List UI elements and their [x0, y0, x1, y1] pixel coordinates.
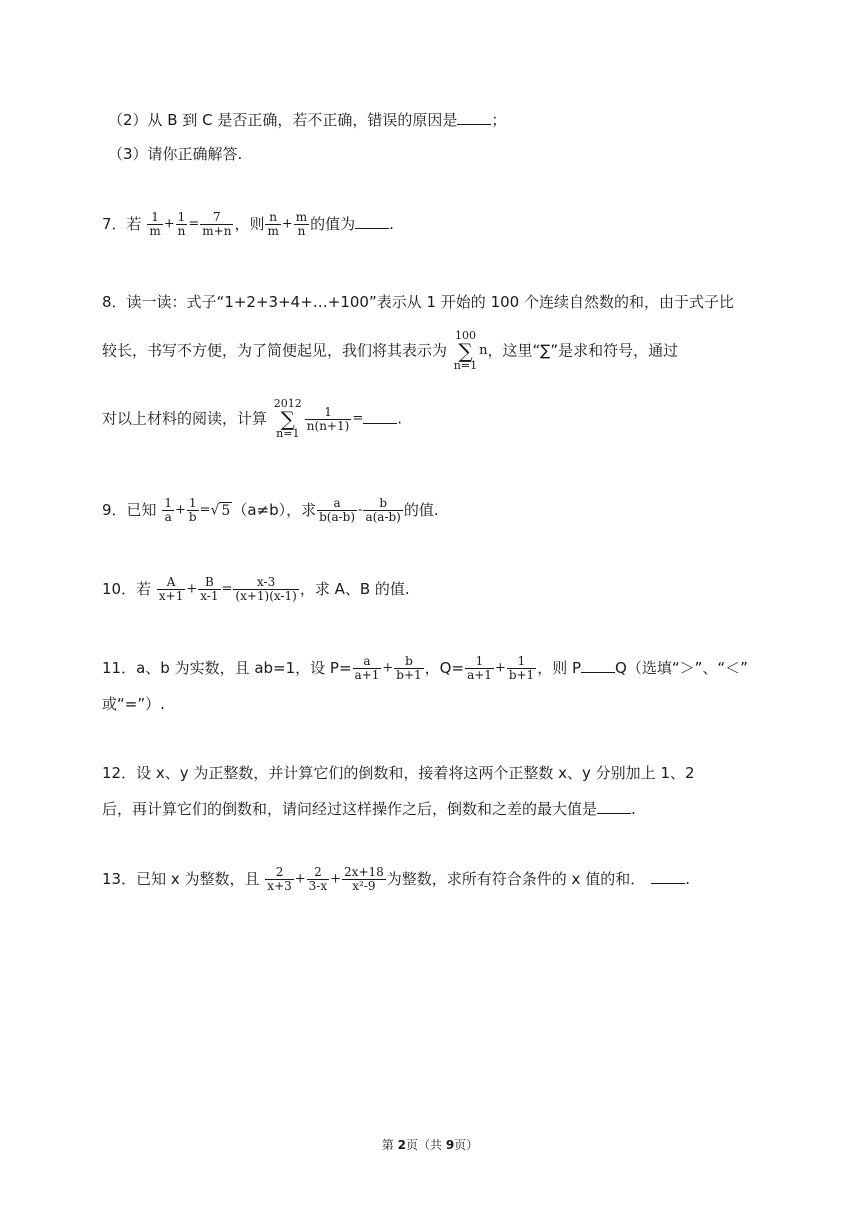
- math-token: 2x+18: [344, 865, 384, 879]
- fraction: [507, 655, 536, 682]
- math-token: 8．读一读：式子“1+2+3+4+…+100”表示从 1 开始的 100 个连续自然数的和，由于式子比: [102, 293, 734, 311]
- math-token: ，则 P: [537, 659, 582, 677]
- math-token: n: [297, 224, 306, 238]
- math-token: 2: [307, 866, 329, 880]
- math-token: (x+1)(x-1): [235, 589, 297, 603]
- answer-blank: [597, 813, 631, 814]
- math-token: +: [281, 216, 293, 232]
- math-token: 页）: [454, 1138, 479, 1152]
- fraction: [342, 866, 386, 893]
- math-token: n: [177, 224, 186, 238]
- answer-blank: [355, 228, 389, 229]
- math-token: n=1: [276, 427, 300, 440]
- math-token: m: [267, 224, 279, 238]
- math-token: -: [358, 502, 363, 518]
- math-token: +: [330, 871, 342, 887]
- fraction: [265, 211, 280, 238]
- question-9: [102, 497, 439, 524]
- fraction: [233, 576, 298, 603]
- math-token: 或“=”）.: [102, 695, 165, 713]
- math-token: 1: [305, 406, 352, 420]
- math-token: 2012: [273, 397, 302, 410]
- fraction: [176, 211, 188, 238]
- math-token: m: [149, 224, 161, 238]
- math-token: +: [294, 871, 306, 887]
- page-total: 9: [445, 1138, 455, 1152]
- math-token: x+3: [267, 879, 292, 893]
- question-12-line1: [102, 761, 695, 785]
- answer-blank: [457, 124, 491, 125]
- math-token: ，这里“∑”是求和符号，通过: [487, 341, 679, 360]
- math-token: 9．已知: [102, 501, 157, 519]
- math-token: ∑: [280, 407, 295, 431]
- math-token: 1: [465, 655, 494, 669]
- fraction: [394, 655, 423, 682]
- math-token: B: [198, 576, 220, 590]
- math-token: .: [685, 870, 690, 888]
- math-token: 1: [147, 211, 162, 225]
- math-token: =: [221, 581, 233, 597]
- math-token: .: [631, 800, 636, 818]
- math-token: a+1: [467, 668, 492, 682]
- math-token: +: [163, 216, 175, 232]
- question-8-line3: [102, 398, 402, 440]
- math-token: a: [164, 510, 172, 524]
- fraction: [162, 497, 174, 524]
- question-8-line1: [102, 290, 734, 314]
- math-token: a(a-b): [365, 510, 401, 524]
- math-token: a+1: [354, 668, 380, 682]
- math-token: A: [157, 576, 185, 590]
- math-token: 100: [454, 329, 476, 342]
- math-token: Q（选填“＞”、“＜”: [615, 659, 748, 677]
- fraction: [294, 211, 309, 238]
- math-token: 13．已知 x 为整数，且: [102, 870, 260, 888]
- math-token: =: [352, 411, 364, 426]
- question-12-line2: [102, 797, 636, 821]
- math-token: 后，再计算它们的倒数和，请问经过这样操作之后，倒数和之差的最大值是: [102, 800, 598, 818]
- math-token: 1: [164, 496, 172, 510]
- math-token: =: [188, 216, 200, 232]
- math-token: =: [199, 502, 211, 518]
- math-token: 2: [265, 866, 293, 880]
- math-token: 的值为: [310, 215, 356, 233]
- math-token: n: [265, 211, 280, 225]
- math-token: 7: [200, 211, 233, 225]
- math-token: ，Q=: [424, 659, 465, 677]
- fraction: [317, 497, 357, 524]
- math-token: m+n: [202, 224, 232, 238]
- answer-blank: [651, 883, 685, 884]
- math-token: 10．若: [102, 580, 152, 598]
- math-token: 第: [381, 1138, 398, 1152]
- math-token: a: [317, 497, 357, 511]
- question-8-line2: [102, 330, 678, 372]
- math-token: .: [397, 409, 402, 428]
- fraction: [187, 497, 199, 524]
- sum-symbol: [274, 398, 302, 440]
- math-token: .: [389, 215, 394, 233]
- fraction: [353, 655, 382, 682]
- fraction: [305, 406, 352, 433]
- math-token: 1: [507, 655, 536, 669]
- math-token: m: [295, 210, 308, 224]
- math-token: b+1: [508, 668, 535, 682]
- math-token: 3-x: [308, 879, 328, 893]
- question-7: [102, 211, 394, 238]
- math-token: 12．设 x、y 为正整数，并计算它们的倒数和，接着将这两个正整数 x、y 分别加上 1、2: [102, 764, 695, 782]
- fraction: [157, 576, 185, 603]
- fraction: [147, 211, 162, 238]
- math-token: b: [394, 655, 423, 669]
- math-token: ；: [491, 111, 507, 129]
- answer-blank: [363, 423, 397, 424]
- page-footer: [0, 1136, 860, 1153]
- math-token: +: [186, 581, 198, 597]
- math-token: ，求 A、B 的值.: [299, 580, 410, 598]
- question-10: [102, 576, 410, 603]
- fraction: [363, 497, 402, 524]
- math-token: n: [479, 343, 488, 358]
- math-token: +: [494, 660, 506, 676]
- math-token: 页（共: [405, 1138, 446, 1152]
- math-token: 1: [187, 497, 199, 511]
- q6-sub2: [108, 108, 506, 132]
- answer-blank: [581, 672, 615, 673]
- math-token: 7．若: [102, 215, 142, 233]
- square-root: [210, 502, 232, 519]
- math-token: 为整数，求所有符合条件的 x 值的和．: [386, 870, 646, 888]
- math-token: +: [174, 502, 186, 518]
- math-token: 较长，书写不方便，为了简便起见，我们将其表示为: [102, 341, 448, 360]
- math-token: （a≠b），求: [232, 501, 317, 519]
- math-token: （3）请你正确解答.: [108, 145, 243, 163]
- question-13: [102, 866, 690, 893]
- math-token: x+1: [158, 589, 184, 603]
- math-token: ，则: [234, 215, 265, 233]
- math-token: x²-9: [352, 879, 376, 893]
- math-token: ∑: [458, 339, 473, 363]
- math-token: b: [363, 497, 402, 511]
- question-11-line1: [102, 655, 748, 682]
- fraction: [198, 576, 220, 603]
- math-token: b(a-b): [319, 510, 356, 524]
- math-token: a: [353, 655, 382, 669]
- fraction: [200, 211, 233, 238]
- math-token: +: [382, 660, 394, 676]
- fraction: [465, 655, 494, 682]
- math-token: 5: [221, 502, 231, 519]
- math-token: （2）从 B 到 C 是否正确，若不正确，错误的原因是: [108, 111, 458, 129]
- math-token: x-1: [200, 589, 219, 603]
- math-token: n=1: [453, 359, 478, 372]
- math-token: n(n+1): [306, 418, 350, 433]
- question-11-line2: [102, 692, 165, 716]
- page-number: 2: [397, 1138, 406, 1152]
- math-token: b+1: [396, 668, 422, 682]
- math-token: 的值.: [403, 501, 439, 519]
- q6-sub3: [108, 142, 242, 166]
- math-token: √: [210, 502, 220, 519]
- math-token: x-3: [233, 576, 298, 590]
- math-token: 1: [176, 211, 188, 225]
- math-token: 11．a、b 为实数，且 ab=1，设 P=: [102, 659, 352, 677]
- fraction: [265, 866, 293, 893]
- math-token: 对以上材料的阅读，计算: [102, 409, 268, 428]
- fraction: [307, 866, 329, 893]
- sum-symbol: [454, 330, 477, 372]
- math-token: b: [188, 510, 197, 524]
